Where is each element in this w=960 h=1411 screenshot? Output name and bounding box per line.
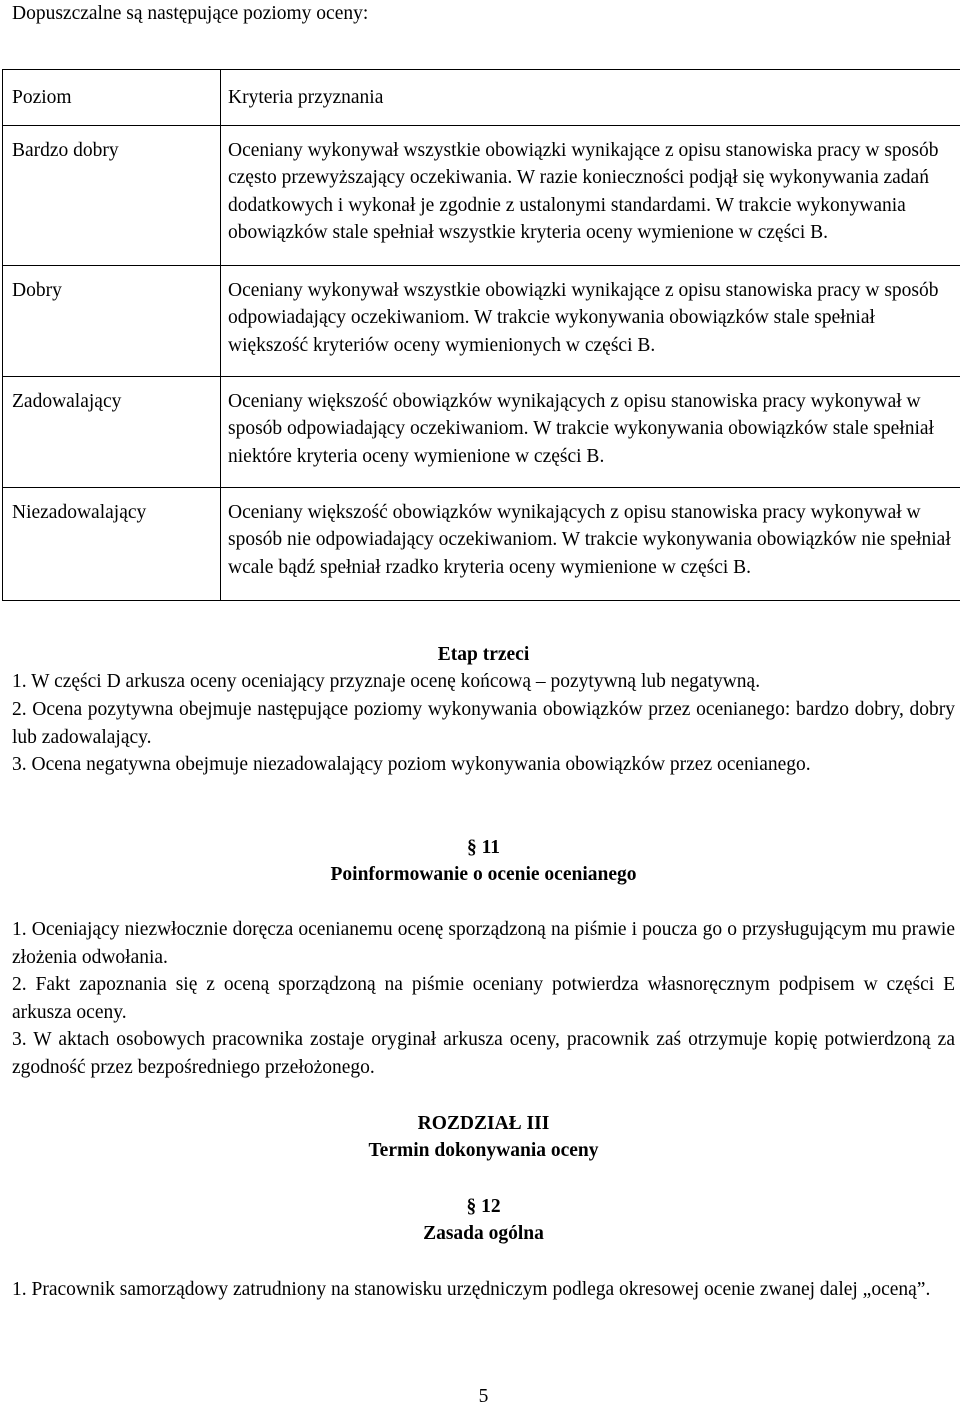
section-12-title: Zasada ogólna (12, 1220, 955, 1248)
section-11-title: Poinformowanie o ocenie ocenianego (12, 861, 955, 889)
s11-paragraph-1: 1. Oceniający niezwłocznie doręcza ocenianemu ocenę sporządzoną na piśmie i poucza go o przysługującym mu prawie złożenia odwołania. (12, 916, 955, 971)
section-12-number: § 12 (12, 1193, 955, 1221)
criteria-cell: Oceniany większość obowiązków wynikających z opisu stanowiska pracy wykonywał w sposób odpowiadający oczekiwaniom. W trakcie wykonywania obowiązków stale spełniał niektóre kryteria oceny wymienione w części B. (221, 376, 960, 487)
level-cell: Niezadowalający (3, 487, 221, 600)
etap-heading: Etap trzeci (12, 641, 955, 669)
section-11-number: § 11 (12, 834, 955, 862)
intro-text: Dopuszczalne są następujące poziomy oceny: (12, 0, 368, 28)
s11-paragraph-3: 3. W aktach osobowych pracownika zostaje oryginał arkusza oceny, pracownik zaś otrzymuje kopię potwierdzoną za zgodność przez bezpośredniego przełożonego. (12, 1026, 955, 1081)
levels-table (2, 69, 960, 601)
table-row (3, 376, 960, 487)
criteria-cell: Oceniany wykonywał wszystkie obowiązki wynikające z opisu stanowiska pracy w sposób odpowiadający oczekiwaniom. W trakcie wykonywania obowiązków stale spełniał większość kryteriów oceny wymienionych w części B. (221, 265, 960, 376)
s12-paragraph-1: 1. Pracownik samorządowy zatrudniony na stanowisku urzędniczym podlega okresowej ocenie zwanej dalej „oceną”. (12, 1276, 955, 1304)
table-row (3, 487, 960, 600)
level-cell: Dobry (3, 265, 221, 376)
header-cell-level: Poziom (3, 70, 221, 126)
page-number: 5 (12, 1383, 955, 1411)
etap-paragraph-2: 2. Ocena pozytywna obejmuje następujące poziomy wykonywania obowiązków przez ocenianego: bardzo dobry, dobry lub zadowalający. (12, 696, 955, 751)
chapter-title: ROZDZIAŁ III (12, 1110, 955, 1138)
level-cell: Bardzo dobry (3, 125, 221, 265)
table-row (3, 125, 960, 265)
etap-paragraph-3: 3. Ocena negatywna obejmuje niezadowalający poziom wykonywania obowiązków przez ocenianego. (12, 751, 955, 779)
criteria-cell: Oceniany większość obowiązków wynikających z opisu stanowiska pracy wykonywał w sposób nie odpowiadający oczekiwaniom. W trakcie wykonywania obowiązków nie spełniał wcale bądź spełniał rzadko kryteria oceny wymienione w części B. (221, 487, 960, 600)
etap-paragraph-1: 1. W części D arkusza oceny oceniający przyznaje ocenę końcową – pozytywną lub negatywną. (12, 668, 955, 696)
chapter-subtitle: Termin dokonywania oceny (12, 1137, 955, 1165)
level-cell: Zadowalający (3, 376, 221, 487)
table-header-row (3, 70, 960, 126)
table-row (3, 265, 960, 376)
header-cell-criteria: Kryteria przyznania (221, 70, 960, 126)
s11-paragraph-2: 2. Fakt zapoznania się z oceną sporządzoną na piśmie oceniany potwierdza własnoręcznym podpisem w części E arkusza oceny. (12, 971, 955, 1026)
criteria-cell: Oceniany wykonywał wszystkie obowiązki wynikające z opisu stanowiska pracy w sposób często przewyższający oczekiwania. W razie konieczności podjął się wykonywania zadań dodatkowych i wykonał je zgodnie z ustalonymi standardami. W trakcie wykonywania obowiązków stale spełniał wszystkie kryteria oceny wymienione w części B. (221, 125, 960, 265)
